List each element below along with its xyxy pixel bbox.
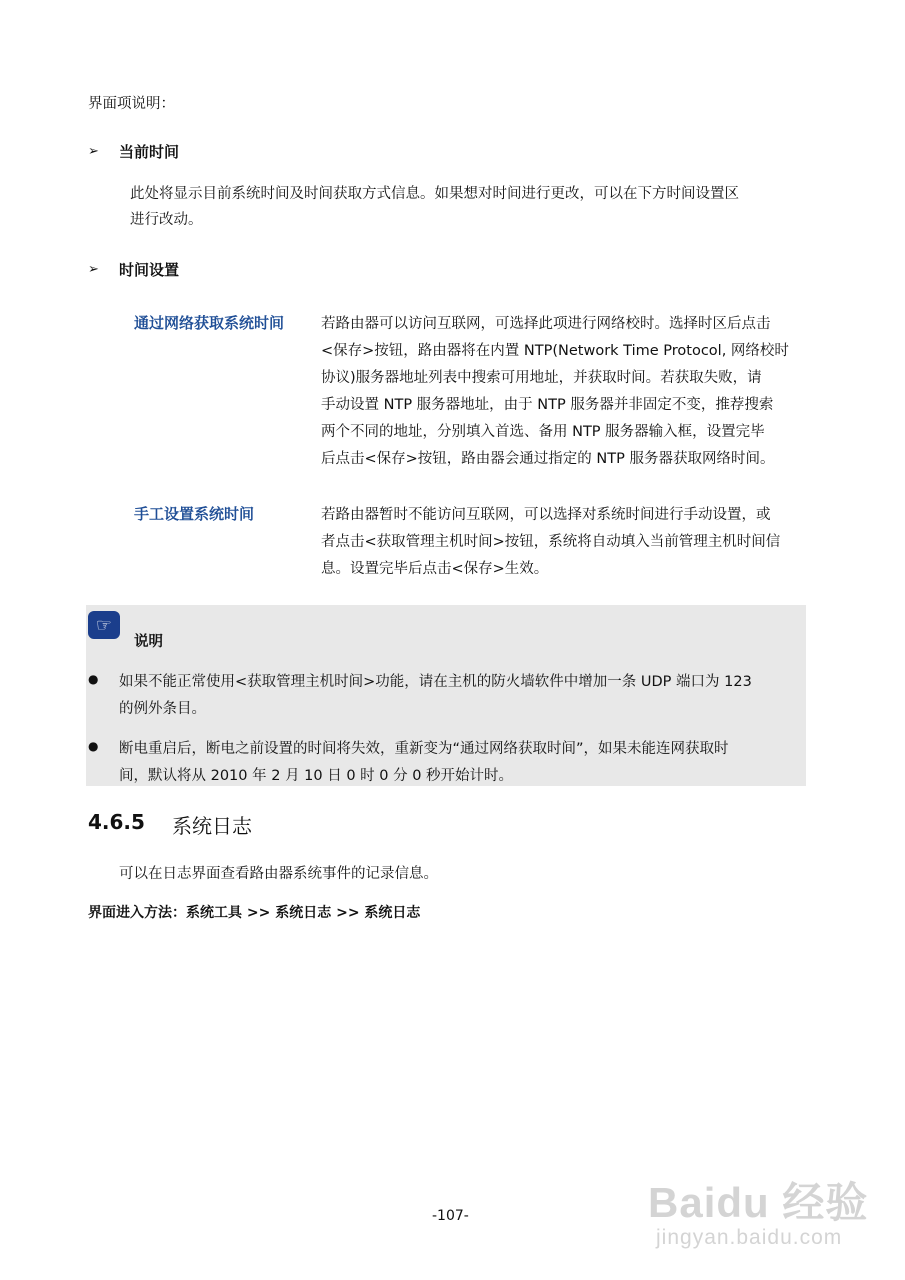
- note-box: [86, 605, 806, 786]
- item-title-time-settings: 时间设置: [119, 261, 180, 279]
- def-desc-line: 若路由器暂时不能访问互联网，可以选择对系统时间进行手动设置，或: [321, 507, 771, 523]
- section-desc: 可以在日志界面查看路由器系统事件的记录信息。: [119, 866, 438, 882]
- def-desc-line: 者点击<获取管理主机时间>按钮，系统将自动填入当前管理主机时间信: [321, 534, 781, 550]
- def-desc-line: 协议)服务器地址列表中搜索可用地址，并获取时间。若获取失败，请: [321, 370, 762, 386]
- def-desc-line: 手动设置 NTP 服务器地址，由于 NTP 服务器并非固定不变，推荐搜索: [321, 397, 774, 413]
- arrow-bullet-icon: ➢: [88, 144, 99, 159]
- note-bullet-line: 如果不能正常使用<获取管理主机时间>功能，请在主机的防火墙软件中增加一条 UDP 端口为 123: [119, 674, 752, 690]
- section-title: 系统日志: [172, 814, 252, 838]
- pointing-hand-icon: ☞: [88, 611, 120, 639]
- baidu-watermark-logo: Baidu 经验: [648, 1179, 869, 1226]
- intro-text: 界面项说明：: [88, 96, 175, 112]
- note-bullet-line: 的例外条目。: [119, 701, 206, 717]
- note-bullet-line: 断电重启后，断电之前设置的时间将失效，重新变为“通过网络获取时间”，如果未能连网获取时: [119, 741, 729, 757]
- def-desc-line: <保存>按钮，路由器将在内置 NTP(Network Time Protocol, 网络校时: [321, 343, 789, 359]
- bullet-dot-icon: ●: [88, 672, 99, 686]
- section-number: 4.6.5: [88, 810, 145, 834]
- def-term-manual-time: 手工设置系统时间: [134, 505, 255, 523]
- def-desc-line: 息。设置完毕后点击<保存>生效。: [321, 561, 549, 577]
- bullet-dot-icon: ●: [88, 739, 99, 753]
- note-title: 说明: [134, 634, 163, 650]
- page-number: -107-: [432, 1208, 469, 1224]
- def-desc-line: 若路由器可以访问互联网，可选择此项进行网络校时。选择时区后点击: [321, 316, 771, 332]
- navigation-path: 界面进入方法：系统工具 >> 系统日志 >> 系统日志: [88, 905, 421, 921]
- item-desc-line: 此处将显示目前系统时间及时间获取方式信息。如果想对时间进行更改，可以在下方时间设置区: [130, 186, 739, 202]
- arrow-bullet-icon: ➢: [88, 262, 99, 277]
- baidu-watermark-url: jingyan.baidu.com: [656, 1226, 843, 1249]
- def-term-network-time: 通过网络获取系统时间: [134, 314, 285, 332]
- def-desc-line: 后点击<保存>按钮，路由器会通过指定的 NTP 服务器获取网络时间。: [321, 451, 775, 467]
- item-title-current-time: 当前时间: [119, 143, 180, 161]
- note-bullet-line: 间，默认将从 2010 年 2 月 10 日 0 时 0 分 0 秒开始计时。: [119, 768, 514, 784]
- item-desc-line: 进行改动。: [130, 212, 203, 228]
- def-desc-line: 两个不同的地址，分别填入首选、备用 NTP 服务器输入框，设置完毕: [321, 424, 765, 440]
